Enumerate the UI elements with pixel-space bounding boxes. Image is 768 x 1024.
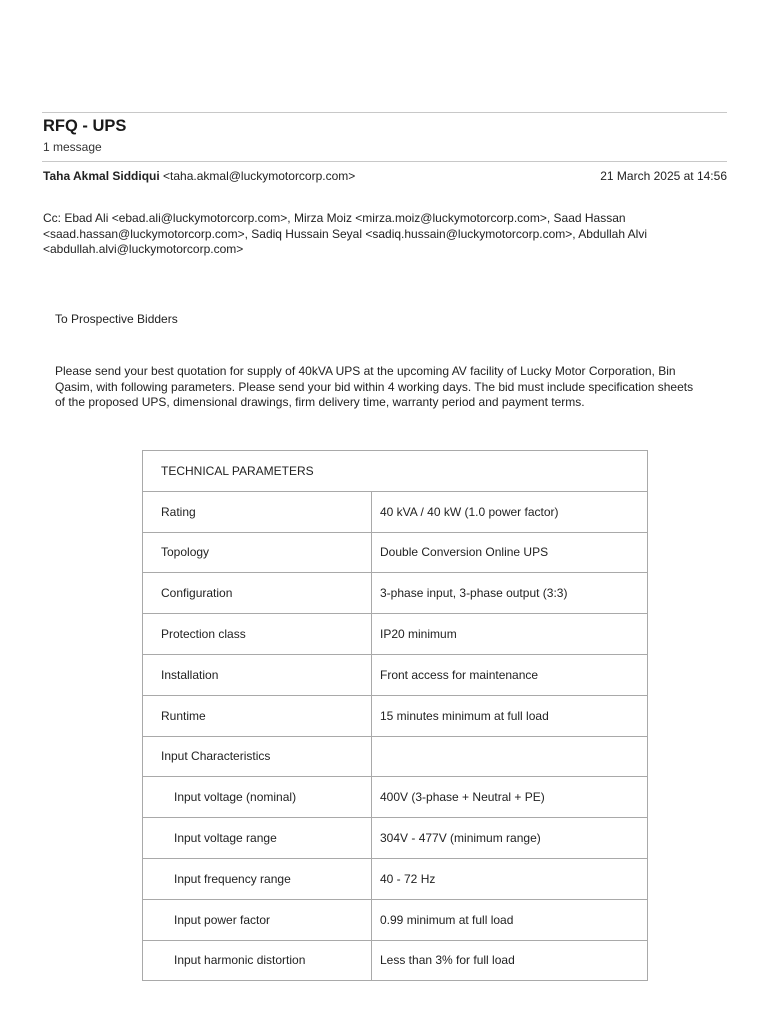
cc-line: Cc: Ebad Ali <ebad.ali@luckymotorcorp.com>, Mirza Moiz <mirza.moiz@luckymotorcorp.com>, Saad Hassan bbox=[43, 211, 626, 225]
param-cell: Input voltage (nominal) bbox=[143, 777, 372, 818]
message-count: 1 message bbox=[43, 140, 102, 154]
param-cell: Topology bbox=[143, 532, 372, 573]
table-row bbox=[143, 695, 648, 736]
table-row bbox=[143, 736, 648, 777]
value-cell: 40 kVA / 40 kW (1.0 power factor) bbox=[372, 491, 648, 532]
technical-parameters-table bbox=[142, 450, 648, 981]
value-cell: 304V - 477V (minimum range) bbox=[372, 818, 648, 859]
param-cell: Installation bbox=[143, 654, 372, 695]
table-row bbox=[143, 940, 648, 981]
cc-line: <abdullah.alvi@luckymotorcorp.com> bbox=[43, 242, 244, 256]
table-row bbox=[143, 899, 648, 940]
cc-line: <saad.hassan@luckymotorcorp.com>, Sadiq Hussain Seyal <sadiq.hussain@luckymotorcorp.com>, Abdullah Alvi bbox=[43, 226, 648, 241]
paragraph-line: of the proposed UPS, dimensional drawings, firm delivery time, warranty period and payment terms. bbox=[55, 395, 585, 409]
salutation: To Prospective Bidders bbox=[55, 312, 178, 326]
param-cell: Input harmonic distortion bbox=[143, 940, 372, 981]
email-date: 21 March 2025 at 14:56 bbox=[600, 169, 727, 183]
value-cell: 3-phase input, 3-phase output (3:3) bbox=[372, 573, 648, 614]
table-row bbox=[143, 573, 648, 614]
value-cell: 0.99 minimum at full load bbox=[372, 899, 648, 940]
header-top-divider bbox=[42, 112, 727, 113]
value-cell: Double Conversion Online UPS bbox=[372, 532, 648, 573]
sender-email[interactable]: <taha.akmal@luckymotorcorp.com> bbox=[163, 169, 356, 183]
table-row bbox=[143, 614, 648, 655]
value-cell: 40 - 72 Hz bbox=[372, 858, 648, 899]
paragraph-line: Please send your best quotation for supply of 40kVA UPS at the upcoming AV facility of Lucky Motor Corporation, Bin bbox=[55, 364, 676, 378]
table-row bbox=[143, 777, 648, 818]
email-subject: RFQ - UPS bbox=[43, 117, 127, 135]
header-bottom-divider bbox=[42, 161, 727, 162]
param-cell: Rating bbox=[143, 491, 372, 532]
value-cell bbox=[372, 736, 648, 777]
value-cell: Front access for maintenance bbox=[372, 654, 648, 695]
table-row bbox=[143, 654, 648, 695]
sender-line bbox=[43, 169, 355, 183]
body-paragraph bbox=[55, 364, 715, 411]
param-cell: Input voltage range bbox=[143, 818, 372, 859]
table-header: TECHNICAL PARAMETERS bbox=[143, 451, 648, 492]
table-row bbox=[143, 491, 648, 532]
value-cell: 15 minutes minimum at full load bbox=[372, 695, 648, 736]
table-row bbox=[143, 858, 648, 899]
param-cell: Runtime bbox=[143, 695, 372, 736]
table-row bbox=[143, 532, 648, 573]
table-header-row bbox=[143, 451, 648, 492]
sender-name[interactable]: Taha Akmal Siddiqui bbox=[43, 169, 160, 183]
param-cell: Protection class bbox=[143, 614, 372, 655]
param-cell: Configuration bbox=[143, 573, 372, 614]
table-row bbox=[143, 818, 648, 859]
cc-recipients bbox=[43, 211, 683, 258]
value-cell: Less than 3% for full load bbox=[372, 940, 648, 981]
param-cell: Input power factor bbox=[143, 899, 372, 940]
value-cell: 400V (3-phase + Neutral + PE) bbox=[372, 777, 648, 818]
param-cell: Input Characteristics bbox=[143, 736, 372, 777]
paragraph-line: Qasim, with following parameters. Please send your bid within 4 working days. The bid must include specification sheets bbox=[55, 379, 694, 394]
value-cell: IP20 minimum bbox=[372, 614, 648, 655]
param-cell: Input frequency range bbox=[143, 858, 372, 899]
